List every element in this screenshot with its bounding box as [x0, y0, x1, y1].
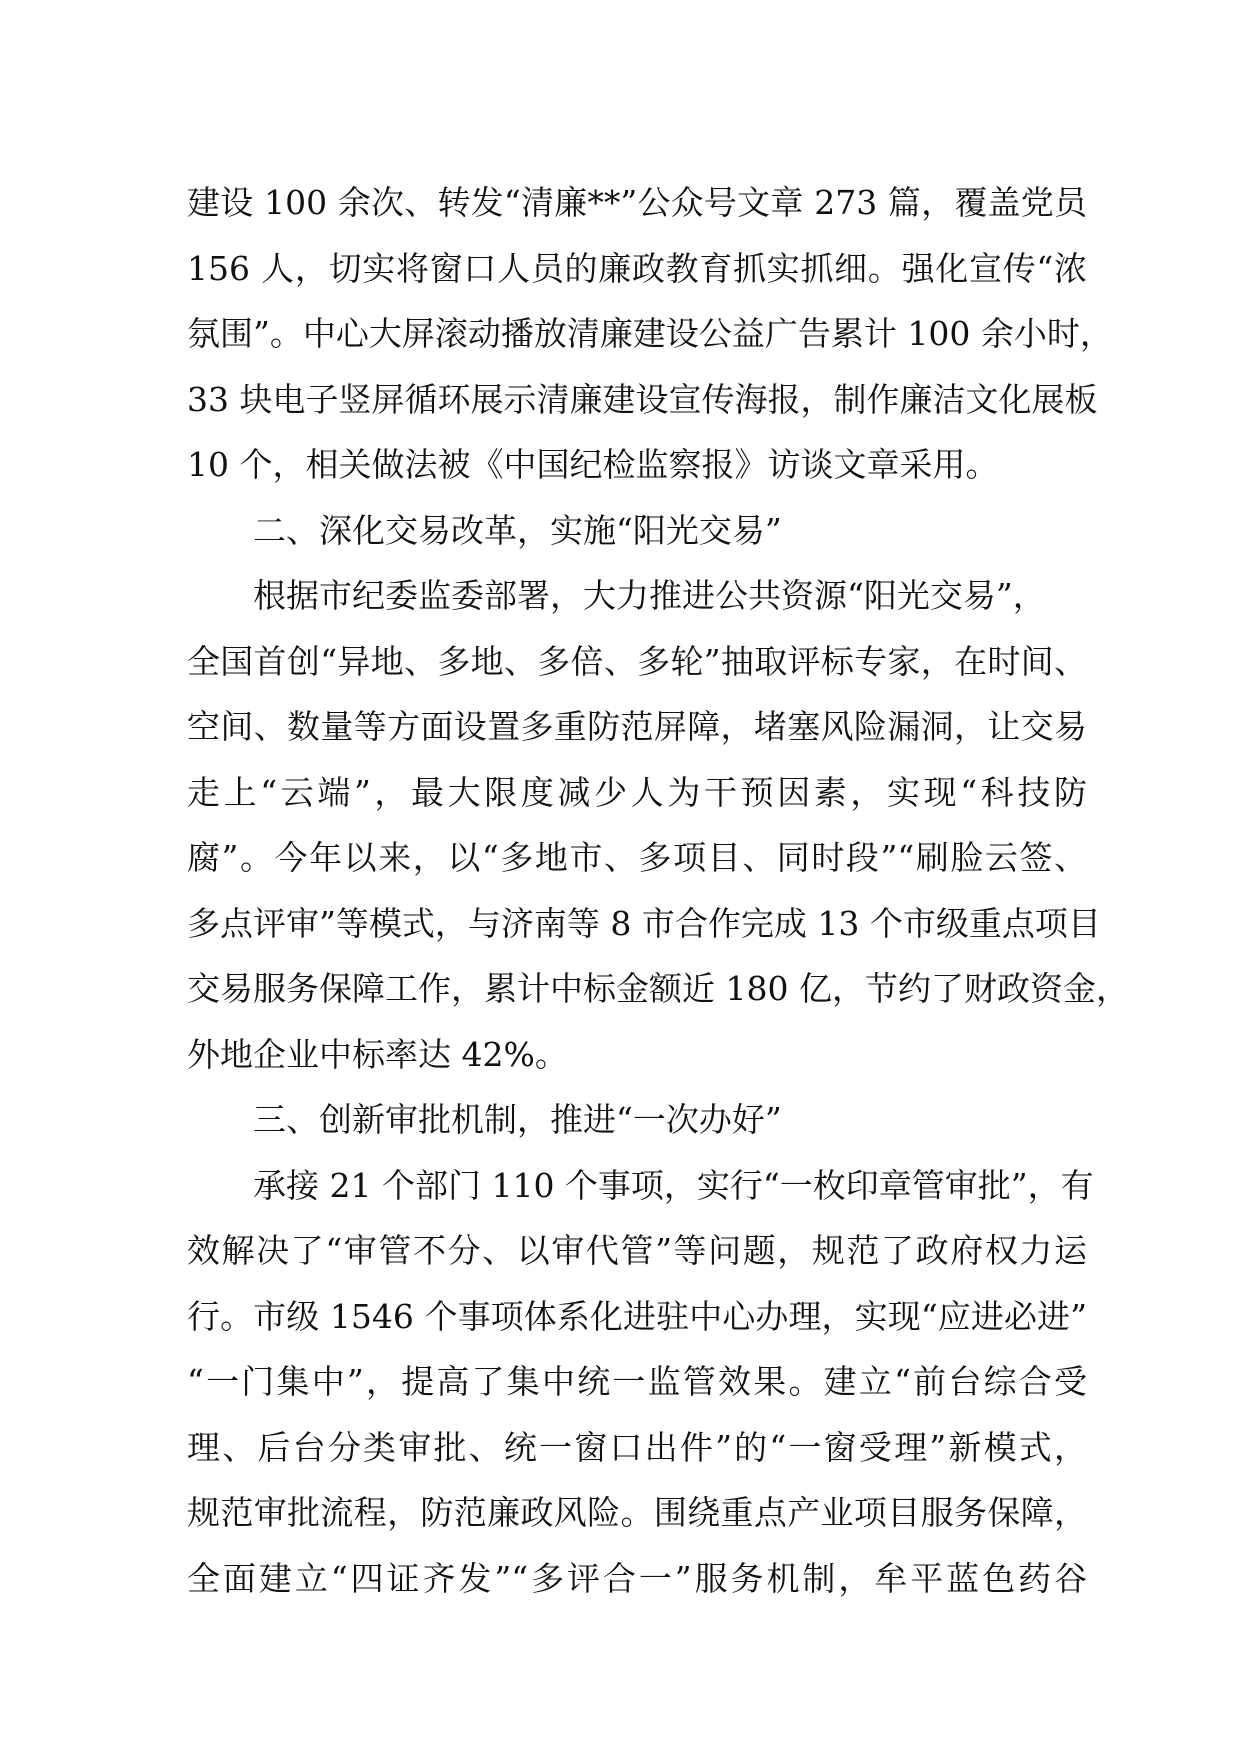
text-line: 建设 100 余次、转发“清廉**”公众号文章 273 篇，覆盖党员 — [187, 183, 1087, 222]
text-line: 外地企业中标率达 42%。 — [187, 1034, 568, 1074]
text-line: 腐”。今年以来，以“多地市、多项目、同时段”“刷脸云签、 — [187, 838, 1087, 877]
text-line: 156 人，切实将窗口人员的廉政教育抓实抓细。强化宣传“浓 — [187, 248, 1087, 288]
text-line: 效解决了“审管不分、以审代管”等问题，规范了政府权力运 — [187, 1231, 1087, 1270]
text-line: 承接 21 个部门 110 个事项，实行“一枚印章管审批”，有 — [253, 1165, 1094, 1205]
text-line: “一门集中”，提高了集中统一监管效果。建立“前台综合受 — [187, 1362, 1087, 1401]
document-body — [187, 170, 1129, 1611]
text-line: 全国首创“异地、多地、多倍、多轮”抽取评标专家，在时间、 — [187, 641, 1087, 681]
text-line: 全面建立“四证齐发”“多评合一”服务机制，牟平蓝色药谷 — [187, 1558, 1087, 1598]
section-heading: 二、深化交易改革，实施“阳光交易” — [253, 510, 782, 550]
text-line: 规范审批流程，防范廉政风险。围绕重点产业项目服务保障， — [187, 1493, 1087, 1532]
text-line: 走上“云端”，最大限度减少人为干预因素，实现“科技防 — [187, 772, 1087, 812]
section-heading: 三、创新审批机制，推进“一次办好” — [253, 1100, 782, 1139]
text-line: 氛围”。中心大屏滚动播放清廉建设公益广告累计 100 余小时， — [187, 314, 1113, 353]
text-line: 33 块电子竖屏循环展示清廉建设宣传海报，制作廉洁文化展板 — [187, 379, 1098, 419]
text-line: 理、后台分类审批、统一窗口出件”的“一窗受理”新模式， — [187, 1427, 1087, 1467]
text-line: 10 个，相关做法被《中国纪检监察报》访谈文章采用。 — [187, 445, 999, 484]
text-line: 空间、数量等方面设置多重防范屏障，堵塞风险漏洞，让交易 — [187, 707, 1087, 746]
text-line: 交易服务保障工作，累计中标金额近 180 亿，节约了财政资金， — [187, 969, 1129, 1008]
text-line: 行。市级 1546 个事项体系化进驻中心办理，实现“应进必进” — [187, 1296, 1087, 1336]
text-line: 根据市纪委监委部署，大力推进公共资源“阳光交易”， — [253, 576, 1046, 615]
text-line: 多点评审”等模式，与济南等 8 市合作完成 13 个市级重点项目 — [187, 903, 1101, 943]
